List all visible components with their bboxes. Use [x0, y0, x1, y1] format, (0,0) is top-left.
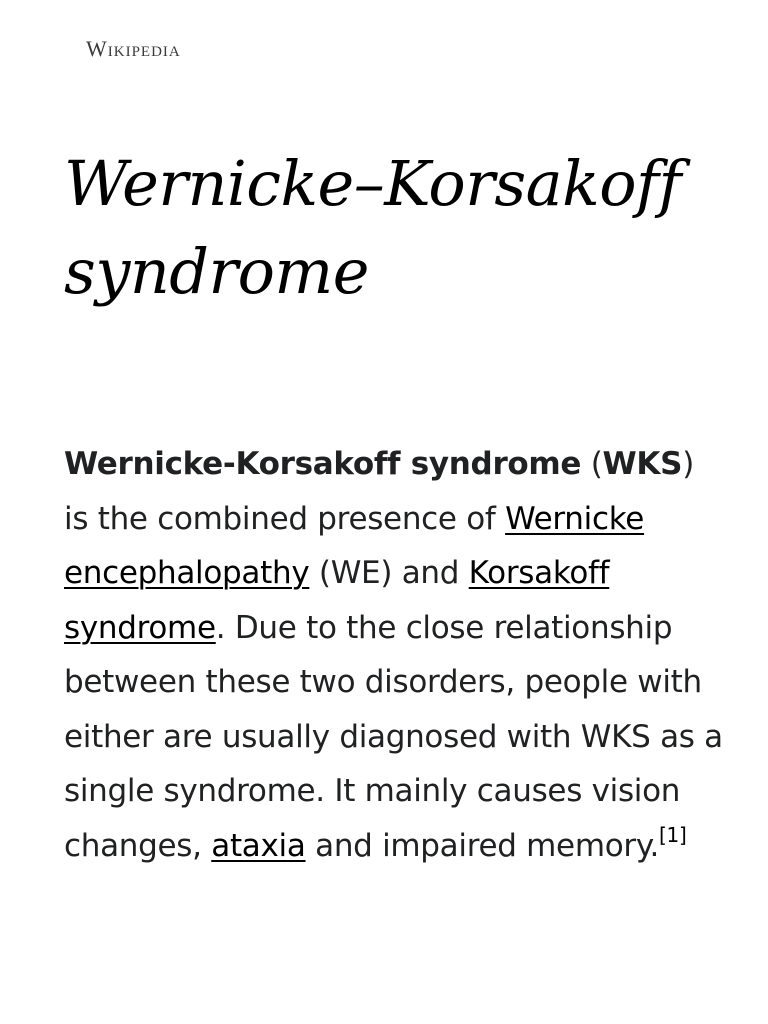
paren-close: ) — [682, 446, 694, 482]
citation-ref — [659, 823, 686, 847]
bold-abbreviation: WKS — [602, 446, 683, 482]
citation-link-1[interactable]: [1] — [659, 822, 687, 847]
link-korsakoff-syndrome[interactable]: Korsakoff syndrome — [64, 555, 610, 646]
lead-paragraph — [64, 437, 724, 873]
lead-text-3: . Due to the close relationship between these two disorders, people with either are usually diagnosed with WKS as a single syndrome. It mainly causes vision changes, — [64, 609, 723, 864]
paren-open: ( — [581, 446, 603, 482]
link-ataxia[interactable]: ataxia — [211, 827, 306, 864]
lead-text-1: is the combined presence of — [64, 500, 506, 537]
wikipedia-logo-link[interactable]: Wikipedia — [86, 36, 181, 61]
bold-term: Wernicke-Korsakoff syndrome — [64, 446, 582, 482]
lead-text-4: and impaired memory. — [305, 827, 660, 864]
page-title: Wernicke–Korsakoff syndrome — [64, 147, 681, 308]
lead-text-2: (WE) and — [309, 555, 469, 591]
link-wernicke-encephalopathy[interactable]: Wernicke encephalopathy — [64, 500, 645, 591]
